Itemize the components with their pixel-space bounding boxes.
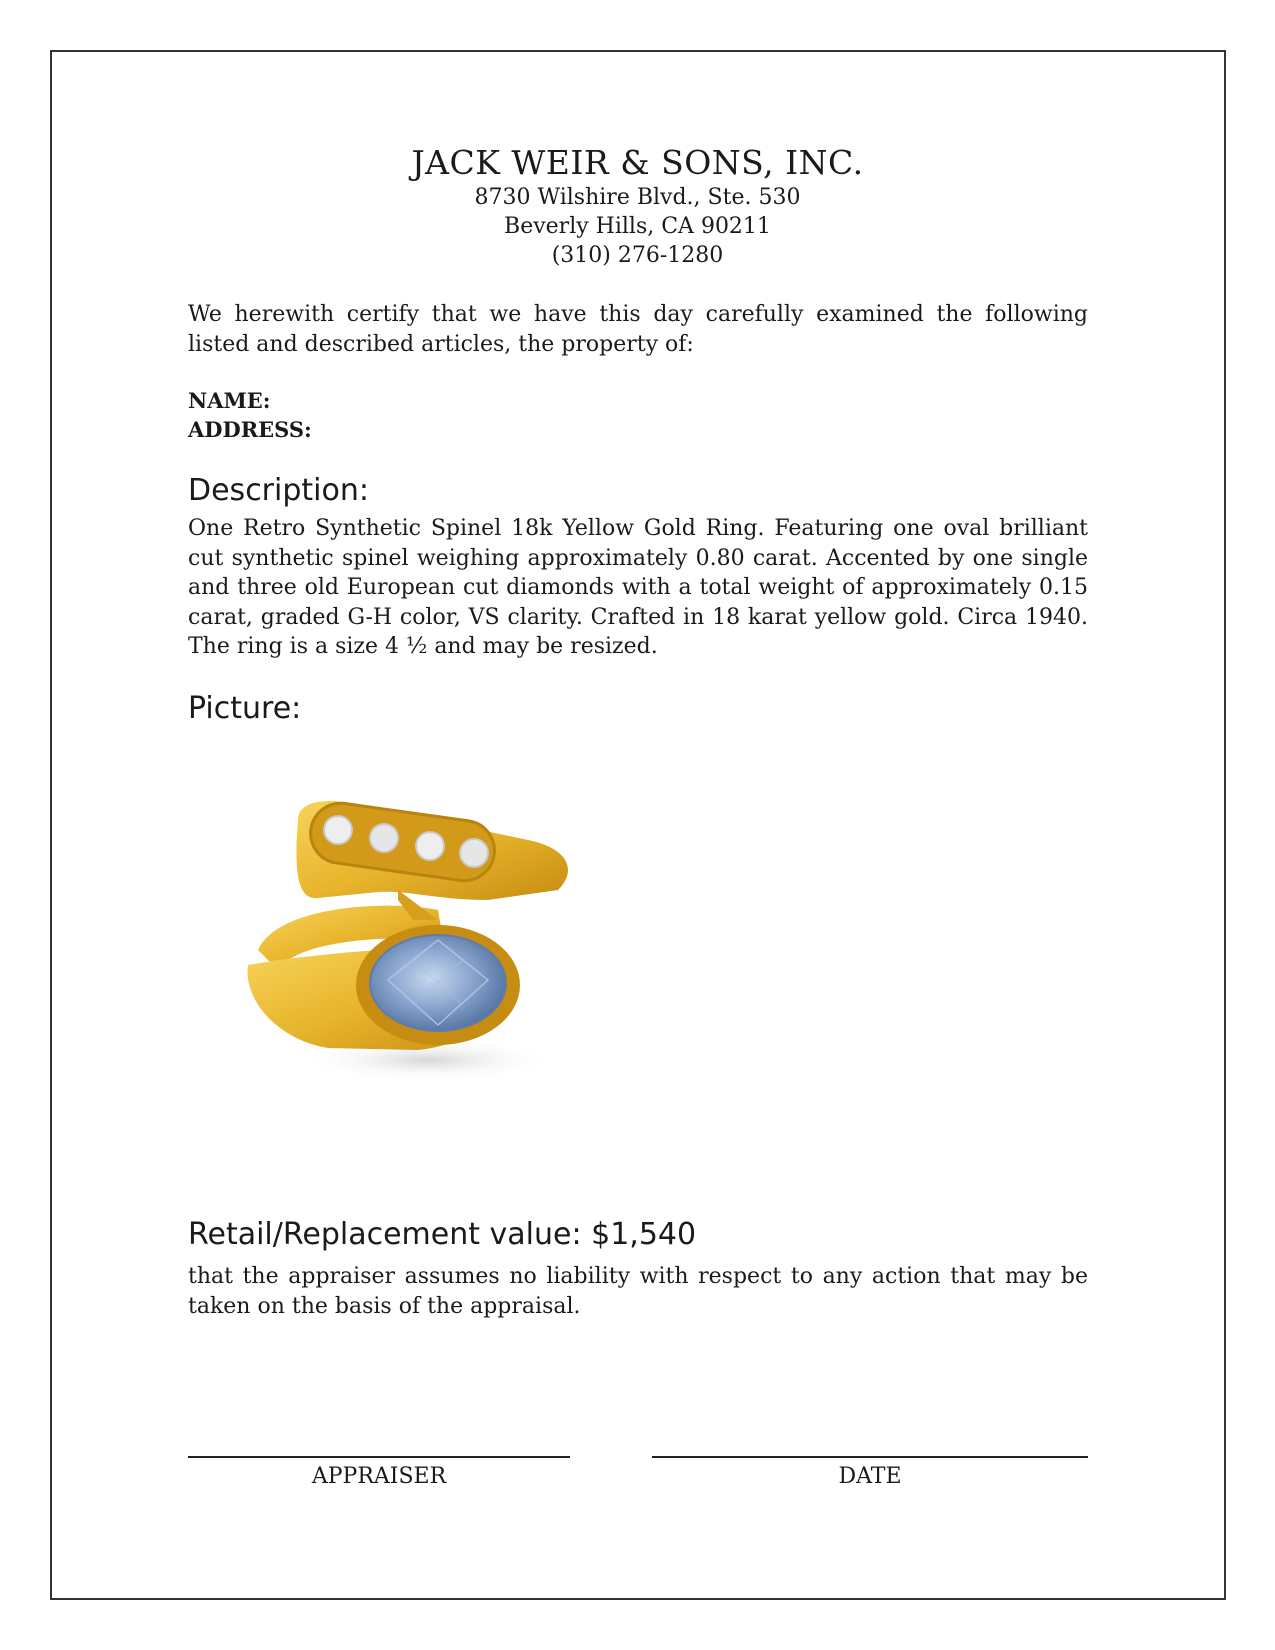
description-text: One Retro Synthetic Spinel 18k Yellow Gold Ring. Featuring one oval brilliant cut synthetic spinel weighing approximately 0.80 carat. Accented by one single and three old European cut diamonds with a total weight of approximately 0.15 carat, graded G-H color, VS clarity. Crafted in 18 karat yellow gold. Circa 1940. The ring is a size 4 ½ and may be resized. <box>188 516 1088 659</box>
certification-statement: We herewith certify that we have this day carefully examined the following listed and described articles, the property of: <box>188 302 1088 357</box>
picture-heading: Picture: <box>188 691 302 726</box>
ring-photo <box>238 800 598 1100</box>
description-heading: Description: <box>188 473 369 508</box>
liability-disclaimer: that the appraiser assumes no liability with respect to any action that may be taken on the basis of the appraisal. <box>188 1264 1088 1319</box>
letterhead <box>0 143 1275 270</box>
appraiser-signature-line <box>188 1456 570 1458</box>
company-address-line1: 8730 Wilshire Blvd., Ste. 530 <box>474 185 801 210</box>
company-address-line2: Beverly Hills, CA 90211 <box>504 214 771 239</box>
date-signature-line <box>652 1456 1088 1458</box>
owner-fields <box>188 386 1088 444</box>
appraiser-label: APPRAISER <box>311 1464 447 1489</box>
company-phone: (310) 276-1280 <box>551 243 724 268</box>
company-name: JACK WEIR & SONS, INC. <box>411 143 864 182</box>
certificate-border <box>50 50 1226 1600</box>
value-heading: Retail/Replacement value: $1,540 <box>188 1217 697 1252</box>
name-label: NAME: <box>188 388 271 413</box>
address-label: ADDRESS: <box>188 417 312 442</box>
date-label: DATE <box>838 1464 902 1489</box>
